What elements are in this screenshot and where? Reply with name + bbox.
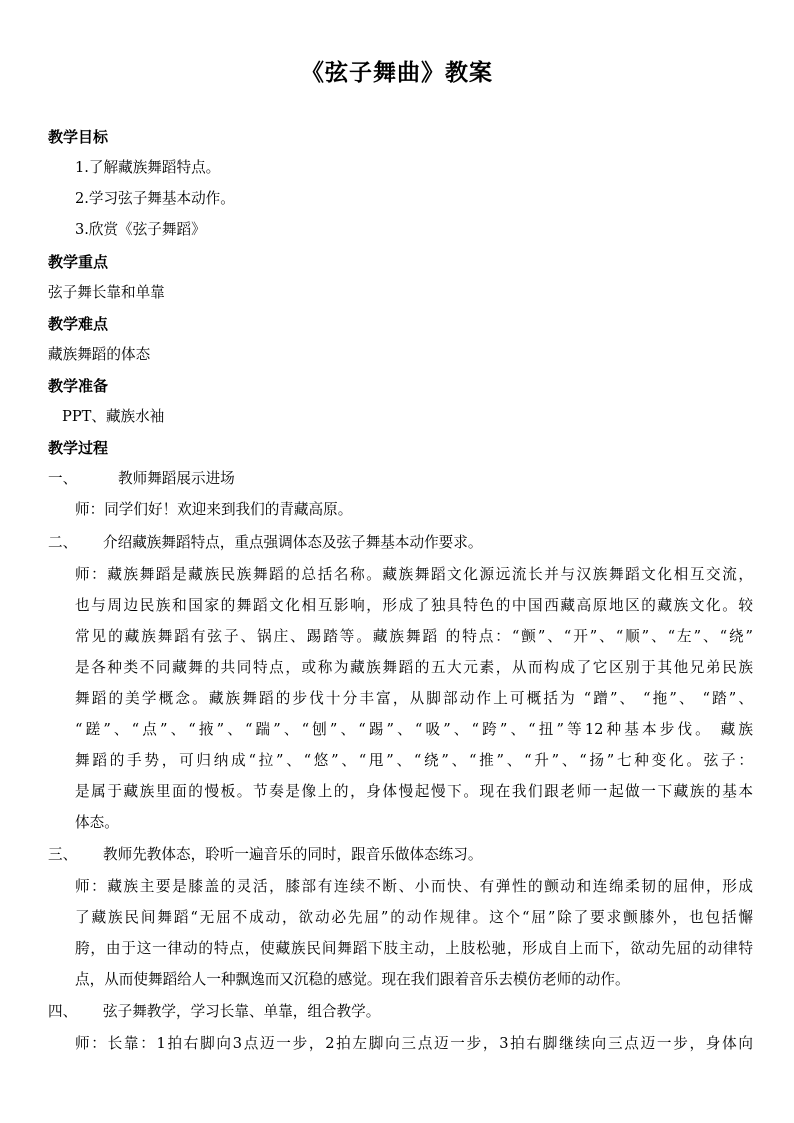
step-paragraph-line: 舞蹈的美学概念。藏族舞蹈的步伐十分丰富，从脚部动作上可概括为 “蹭”、 “拖”、 “踏”、 [75, 690, 753, 707]
step-paragraph-line: “蹉”、“点”、“掖”、“踹”、“刨”、“踢”、“吸”、“跨”、“扭”等12种基本步伐。 藏族 [75, 721, 753, 738]
step-paragraph-line: 师：长靠：1拍右脚向3点迈一步，2拍左脚向三点迈一步，3拍右脚继续向三点迈一步，身体向 [75, 1035, 753, 1052]
objective-item: 3.欣赏《弦子舞蹈》 [75, 221, 206, 238]
step-title: 弦子舞教学，学习长靠、单靠，组合教学。 [103, 1003, 381, 1020]
step-paragraph-line: 师：藏族舞蹈是藏族民族舞蹈的总括名称。藏族舞蹈文化源远流长并与汉族舞蹈文化相互交流， [75, 566, 753, 583]
step-number: 四、 [48, 1003, 78, 1020]
page-title: 《弦子舞曲》教案 [301, 59, 493, 86]
step-title: 教师舞蹈展示进场 [118, 470, 235, 487]
step-paragraph-line: 也与周边民族和国家的舞蹈文化相互影响，形成了独具特色的中国西藏高原地区的藏族文化。较 [75, 597, 753, 614]
objective-item: 2.学习弦子舞基本动作。 [75, 190, 235, 207]
process-heading: 教学过程 [48, 439, 109, 457]
step-title: 教师先教体态，聆听一遍音乐的同时，跟音乐做体态练习。 [103, 846, 483, 863]
step-paragraph-line: 常见的藏族舞蹈有弦子、锅庄、踢踏等。藏族舞蹈 的特点：“颤”、“开”、“顺”、“左”、“绕” [75, 628, 753, 645]
step-title: 介绍藏族舞蹈特点，重点强调体态及弦子舞基本动作要求。 [103, 534, 483, 551]
key-text: 弦子舞长靠和单靠 [48, 284, 165, 301]
step-paragraph-line: 师：藏族主要是膝盖的灵活，膝部有连续不断、小而快、有弹性的颤动和连绵柔韧的屈伸，形成 [75, 878, 753, 895]
step-paragraph-line: 体态。 [75, 814, 119, 831]
objective-item: 1.了解藏族舞蹈特点。 [75, 159, 221, 176]
step-paragraph-line: 师：同学们好！欢迎来到我们的青藏高原。 [75, 501, 353, 518]
key-heading: 教学重点 [48, 253, 109, 271]
step-paragraph-line: 点，从而使舞蹈给人一种飘逸而又沉稳的感觉。现在我们跟着音乐去模仿老师的动作。 [75, 971, 630, 988]
step-paragraph-line: 舞蹈的手势，可归纳成“拉”、“悠”、“甩”、“绕”、“推”、“升”、“扬”七种变化。弦子： [75, 752, 753, 769]
step-paragraph-line: 是各种类不同藏舞的共同特点，或称为藏族舞蹈的五大元素，从而构成了它区别于其他兄弟民族 [75, 659, 753, 676]
step-paragraph-line: 了藏族民间舞蹈“无屈不成动，欲动必先屈”的动作规律。这个“屈”除了要求颤膝外，也包括懈 [75, 909, 753, 926]
objectives-heading: 教学目标 [48, 128, 109, 146]
step-number: 三、 [48, 846, 78, 863]
step-number: 二、 [48, 534, 78, 551]
step-number: 一、 [48, 470, 78, 487]
step-paragraph-line: 是属于藏族里面的慢板。节奏是像上的，身体慢起慢下。现在我们跟老师一起做一下藏族的基本 [75, 783, 753, 800]
difficulty-text: 藏族舞蹈的体态 [48, 346, 151, 363]
step-paragraph-line: 胯，由于这一律动的特点，使藏族民间舞蹈下肢主动，上肢松驰，形成自上而下，欲动先屈的动律特 [75, 940, 753, 957]
prep-text: PPT、藏族水袖 [62, 408, 165, 425]
prep-heading: 教学准备 [48, 377, 109, 395]
difficulty-heading: 教学难点 [48, 315, 109, 333]
